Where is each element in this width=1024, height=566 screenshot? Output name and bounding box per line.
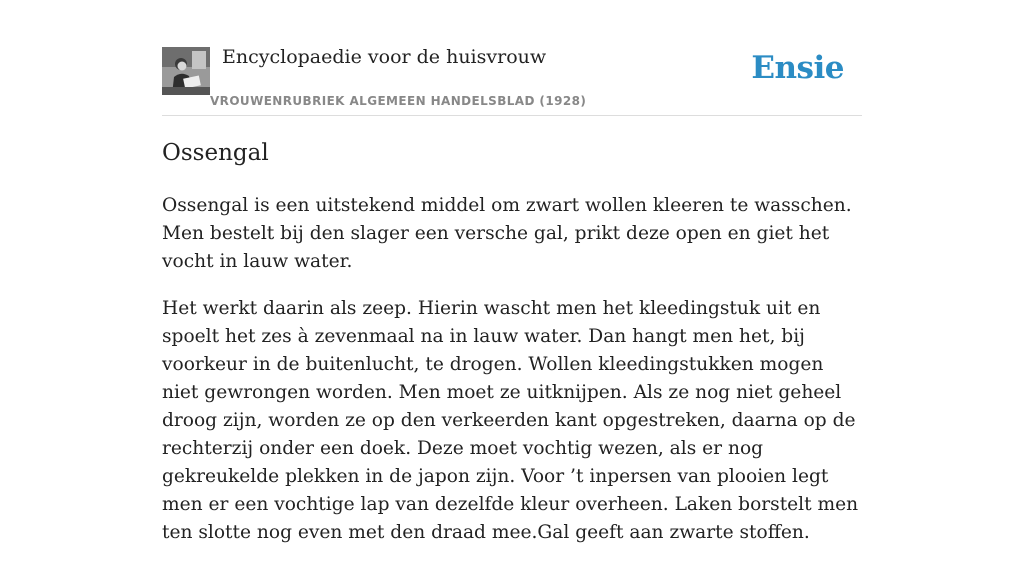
- article-paragraph: Ossengal is een uitstekend middel om zwart wollen kleeren te wasschen. Men bestelt bij den slager een versche gal, prikt deze open en giet het vocht in lauw water.: [162, 195, 852, 272]
- site-subtitle: VROUWENRUBRIEK ALGEMEEN HANDELSBLAD (1928): [210, 94, 587, 108]
- article-body: [162, 192, 862, 566]
- woman-reading-photo-icon: [162, 47, 210, 95]
- avatar[interactable]: [162, 47, 210, 95]
- site-title[interactable]: Encyclopaedie voor de huisvrouw: [222, 46, 547, 68]
- brand-logo[interactable]: Ensie: [751, 50, 844, 86]
- article-title: Ossengal: [162, 140, 269, 166]
- article-paragraph: Het werkt daarin als zeep. Hierin wascht men het kleedingstuk uit en spoelt het zes à zevenmaal na in lauw water. Dan hangt men het, bij voorkeur in de buitenlucht, te drogen. Wollen kleedingstukken mogen niet gewrongen worden. Men moet ze uitknijpen. Als ze nog niet geheel droog zijn, worden ze op den verkeerden kant opgestreken, daarna op de rechterzij onder een doek. Deze moet vochtig wezen, als er nog gekreukelde plekken in de japon zijn. Voor ’t inpersen van plooien legt men er een vochtige lap van dezelfde kleur overheen. Laken borstelt men ten slotte nog even met den draad mee.Gal geeft aan zwarte stoffen.: [162, 298, 859, 543]
- header: [162, 0, 862, 116]
- page: [162, 0, 862, 543]
